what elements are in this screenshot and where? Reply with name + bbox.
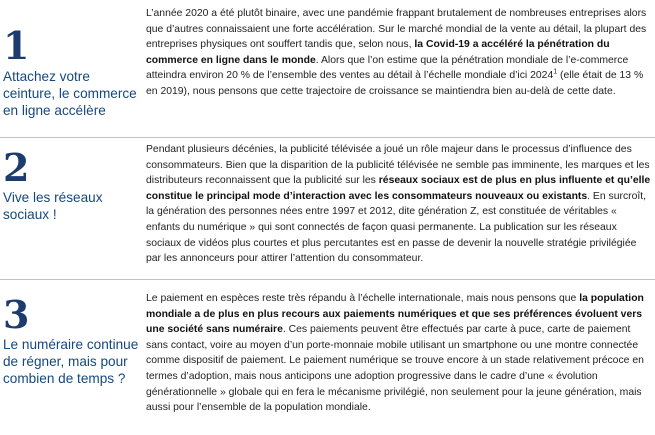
section-2-number: 2 [3,145,30,190]
section-2-body [139,137,655,279]
section-3-text-2: . Ces paiements peuvent être effectués par carte à puce, carte de paiement sans contact, voire au moyen d’un porte-monnaie mobile utilisant un smartphone ou une montre connectée comme dispositif de paiement. Le paiement numérique se trouve encore à un stade relativement précoce en termes d’adoption, mais nous anticipons une adoption progressive dans le cadre d’une « évolution générationnelle » globale qui en fera le mécanisme privilégié, non seulement pour la jeune génération, mais aussi pour l’ensemble de la population mondiale. [146,324,644,414]
section-1-text-2: . Alors que l’on estime que la pénétration mondiale de l’e-commerce atteindra environ 20 % de l’ensemble des ventes au détail à l’échelle mondiale d’ici 2024 [146,54,629,82]
section-3 [0,279,655,435]
section-3-body [139,279,655,435]
section-1-text-3: (elle était de 13 % en 2019), nous pensons que cette trajectoire de croissance se maintiendra bien au-delà de cette date. [146,70,644,97]
section-1-bold-1: la Covid-19 a accéléré la pénétration du commerce en ligne dans le monde [146,39,610,66]
section-2-heading: Vive les réseaux sociaux ! [3,190,103,222]
section-3-heading: Le numéraire continue de régner, mais pour combien de temps ? [3,337,139,386]
section-3-number: 3 [3,292,30,337]
section-2-text-2: . En surcroît, la génération des personnes nées entre 1997 et 2012, dite génération Z, est constituée de véritables « enfants du numérique » qui sont connectés de façon quasi permanente. La publication sur les réseaux sociaux de vidéos plus courtes et plus percutantes est en passe de devenir la nouvelle stratégie privilégiée par les annonceurs pour attirer l’attention du consommateur. [146,190,647,265]
section-2 [0,137,655,279]
section-2-text-1: Pendant plusieurs décénies, la publicité télévisée a joué un rôle majeur dans le processus d’influence des consommateurs. Bien que la disparition de la publicité télévisée ne semble pas imminente, les marques et les distributeurs reconnaissent que la publicité sur les [146,144,650,187]
section-1-body [139,0,655,137]
section-1-number: 1 [3,23,30,68]
section-1 [0,0,655,137]
section-3-text-1: Le paiement en espèces reste très répandu à l’échelle internationale, mais nous pensons que [146,293,580,304]
section-3-aside [0,279,139,435]
section-2-aside [0,137,139,279]
section-1-text-1: L’année 2020 a été plutôt binaire, avec une pandémie frappant brutalement de nombreuses entreprises alors que d’autres connaissaient une forte accélération. Sur le marché mondial de la vente au détail, la plupart des entreprises physiques ont souffert tandis que, selon nous, [146,8,647,51]
section-3-bold-1: la population mondiale a de plus en plus recours aux paiements numériques et que ses préférences évoluent vers une société sans numéraire [146,293,644,336]
section-1-aside [0,0,139,137]
section-1-footnote-ref: 1 [553,68,558,76]
section-2-bold-1: réseaux sociaux est de plus en plus influente et qu’elle constitue le principal mode d’interaction avec les consommateurs nouveaux ou existants [146,175,651,202]
section-1-heading: Attachez votre ceinture, le commerce en ligne accélère [3,69,137,118]
